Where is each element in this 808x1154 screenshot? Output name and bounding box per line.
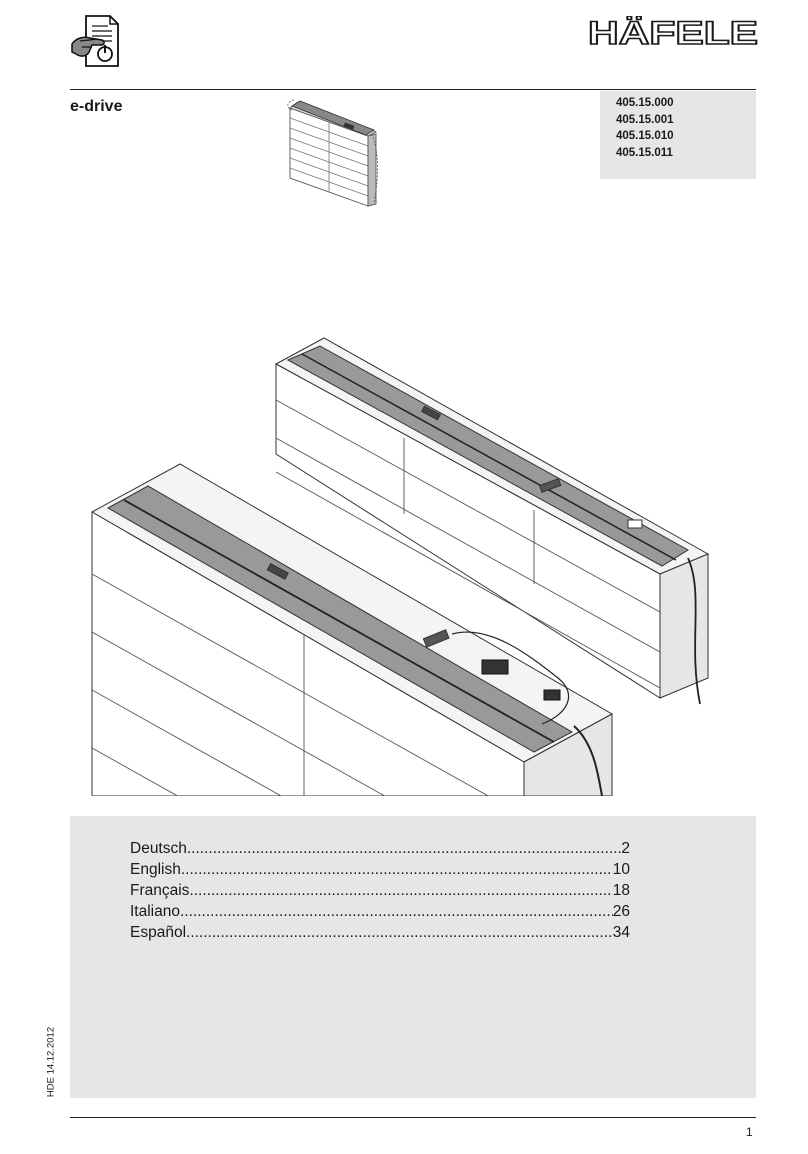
table-of-contents	[70, 816, 756, 1098]
toc-page-number: 10	[612, 861, 630, 878]
toc-leader-dots	[186, 922, 613, 943]
page-number: 1	[746, 1125, 753, 1139]
toc-page-number: 2	[621, 840, 630, 857]
product-title: e-drive	[70, 98, 123, 115]
toc-entry-deutsch[interactable]	[130, 838, 630, 859]
toc-page-number: 34	[612, 924, 630, 941]
article-number: 405.15.011	[616, 146, 673, 159]
toc-language: Français	[130, 882, 190, 899]
header-rule	[70, 89, 756, 90]
toc-page-number: 26	[612, 903, 630, 920]
toc-entry-english[interactable]	[130, 859, 630, 880]
toc-language: Deutsch	[130, 840, 187, 857]
toc-language: English	[130, 861, 181, 878]
article-number-list	[600, 91, 756, 161]
toc-entry-italiano[interactable]	[130, 901, 630, 922]
toc-language: Italiano	[130, 903, 180, 920]
manual-power-icon	[70, 14, 122, 68]
toc-leader-dots	[189, 880, 612, 901]
article-number: 405.15.001	[616, 113, 674, 126]
toc-entry-francais[interactable]	[130, 880, 630, 901]
toc-language: Español	[130, 924, 187, 941]
svg-text:HÄFELE: HÄFELE	[588, 16, 758, 46]
article-number: 405.15.010	[616, 130, 674, 142]
drawer-cabinets-illustration	[88, 334, 718, 796]
brand-logo	[588, 16, 758, 46]
toc-entry-espanol[interactable]	[130, 922, 630, 943]
document-date-code: HDE 14.12.2012	[45, 1026, 57, 1098]
footer-rule	[70, 1117, 756, 1118]
drawer-front-thumbnail	[284, 94, 384, 210]
toc-leader-dots	[181, 859, 613, 880]
toc-leader-dots	[187, 838, 622, 859]
article-number: 405.15.000	[616, 97, 674, 109]
toc-page-number: 18	[612, 882, 630, 899]
toc-list	[130, 838, 630, 943]
toc-leader-dots	[180, 901, 613, 922]
article-numbers-box	[600, 91, 756, 179]
